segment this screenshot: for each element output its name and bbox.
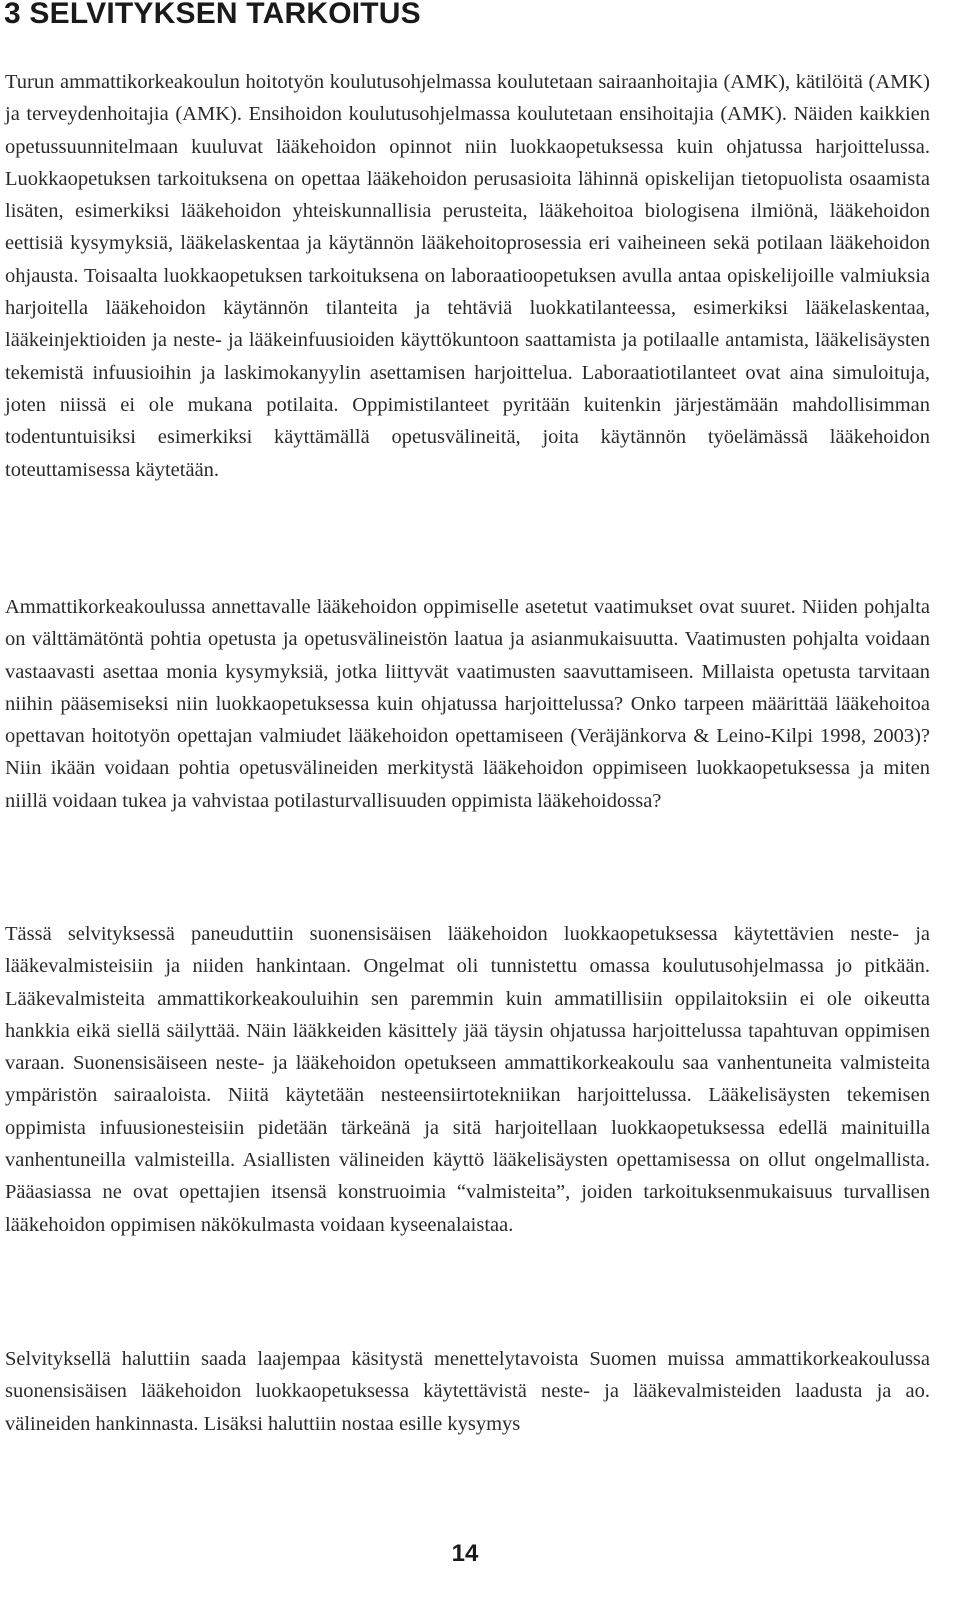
- paragraph-2: Ammattikorkeakoulussa annettavalle lääkehoidon oppimiselle asetetut vaatimukset ovat suuret. Niiden pohjalta on välttämätöntä pohtia opetusta ja opetusvälineistön laatua ja asianmukaisuutta. Vaatimusten pohjalta voidaan vastaavasti asettaa monia kysymyksiä, jotka liittyvät vaatimusten saavuttamiseen. Millaista opetusta tarvitaan niihin pääsemiseksi niin luokkaopetuksessa kuin ohjatussa harjoittelussa? Onko tarpeen määrittää lääkehoitoa opettavan hoitotyön opettajan valmiudet lääkehoidon opettamiseen (Veräjänkorva & Leino-Kilpi 1998, 2003)? Niin ikään voidaan pohtia opetusvälineiden merkitystä lääkehoidon oppimiseen luokkaopetuksessa ja miten niillä voidaan tukea ja vahvistaa potilasturvallisuuden oppimista lääkehoidossa?: [5, 596, 930, 812]
- paragraph-4: Selvityksellä haluttiin saada laajempaa käsitystä menettelytavoista Suomen muissa ammattikorkeakoulussa suonensisäisen lääkehoidon luokkaopetuksessa käytettävistä neste- ja lääkevalmisteiden laadusta ja ao. välineiden hankinnasta. Lisäksi haluttiin nostaa esille kysymys: [5, 1348, 930, 1435]
- section-heading: 3 SELVITYKSEN TARKOITUS: [4, 0, 421, 30]
- paragraph-3: Tässä selvityksessä paneuduttiin suonensisäisen lääkehoidon luokkaopetuksessa käytettävien neste- ja lääkevalmisteisiin ja niiden hankintaan. Ongelmat oli tunnistettu omassa koulutusohjelmassa jo pitkään. Lääkevalmisteita ammattikorkeakouluihin sen paremmin kuin ammatillisiin oppilaitoksiin ei ole oikeutta hankkia eikä siellä säilyttää. Näin lääkkeiden käsittely jää täysin ohjatussa harjoittelussa tapahtuvan oppimisen varaan. Suonensisäiseen neste- ja lääkehoidon opetukseen ammattikorkeakoulu saa vanhentuneita valmisteita ympäristön sairaaloista. Niitä käytetään nesteensiirtotekniikan harjoittelussa. Lääkelisäysten tekemisen oppimista infuusionesteisiin pidetään tärkeänä ja sitä harjoitellaan luokkaopetuksessa edellä mainituilla vanhentuneilla valmisteilla. Asiallisten välineiden käyttö lääkelisäysten opettamisessa on ollut ongelmallista. Pääasiassa ne ovat opettajien itsensä konstruoimia “valmisteita”, joiden tarkoituksenmukaisuus turvallisen lääkehoidon oppimisen näkökulmasta voidaan kyseenalaistaa.: [5, 923, 930, 1236]
- paragraph-1: Turun ammattikorkeakoulun hoitotyön koulutusohjelmassa koulutetaan sairaanhoitajia (AMK), kätilöitä (AMK) ja terveydenhoitajia (AMK). Ensihoidon koulutusohjelmassa koulutetaan ensihoitajia (AMK). Näiden kaikkien opetussuunnitelmaan kuuluvat lääkehoidon opinnot niin luokkaopetuksessa kuin ohjatussa harjoittelussa. Luokkaopetuksen tarkoituksena on opettaa lääkehoidon perusasioita lähinnä opiskelijan tietopuolista osaamista lisäten, esimerkiksi lääkehoidon yhteiskunnallisia perusteita, lääkehoitoa biologisena ilmiönä, lääkehoidon eettisiä kysymyksiä, lääkelaskentaa ja käytännön lääkehoitoprosessia eri vaiheineen sekä potilaan lääkehoidon ohjausta. Toisaalta luokkaopetuksen tarkoituksena on laboraatioopetuksen avulla antaa opiskelijoille valmiuksia harjoitella lääkehoidon käytännön tilanteita ja tehtäviä luokkatilanteessa, esimerkiksi lääkelaskentaa, lääkeinjektioiden ja neste- ja lääkeinfuusioiden käyttökuntoon saattamista ja potilaalle antamista, lääkelisäysten tekemistä infuusioihin ja laskimokanyylin asettamisen harjoittelua. Laboraatiotilanteet ovat aina simuloituja, joten niissä ei ole mukana potilaita. Oppimistilanteet pyritään kuitenkin järjestämään mahdollisimman todentuntuisiksi esimerkiksi käyttämällä opetusvälineitä, joita käytännön työelämässä lääkehoidon toteuttamisessa käytetään.: [5, 71, 930, 481]
- page-number: 14: [451, 1540, 479, 1567]
